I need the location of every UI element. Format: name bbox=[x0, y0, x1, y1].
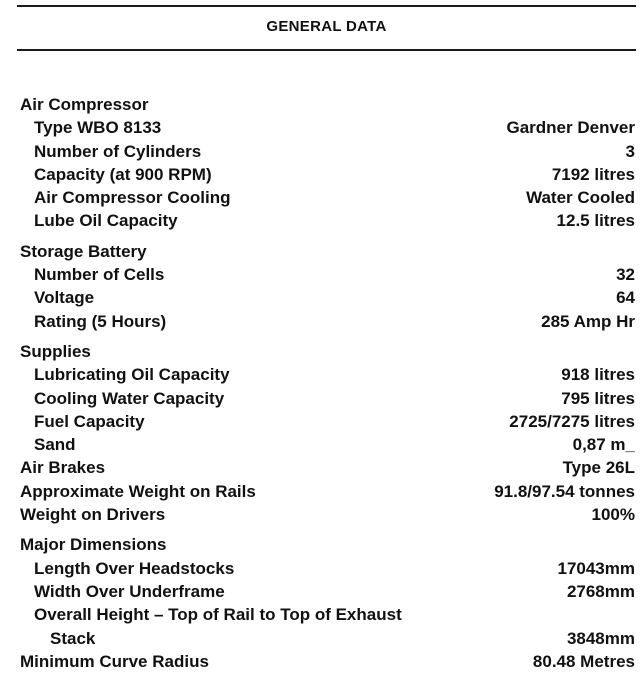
spec-label: Air Brakes bbox=[20, 458, 106, 478]
spec-value: 64 bbox=[616, 288, 635, 308]
spec-label: Weight on Drivers bbox=[20, 505, 166, 525]
section-heading-supplies: Supplies bbox=[20, 341, 91, 361]
section-heading-storage-battery: Storage Battery bbox=[20, 241, 147, 261]
spec-row bbox=[20, 186, 635, 209]
spec-row bbox=[20, 503, 635, 526]
spec-row bbox=[20, 480, 635, 503]
spec-value: 0,87 m_ bbox=[572, 435, 635, 455]
spec-value: 17043mm bbox=[557, 558, 635, 578]
spec-value: 32 bbox=[616, 265, 635, 285]
spec-row bbox=[20, 163, 635, 186]
spec-row bbox=[20, 286, 635, 309]
spec-label: Capacity (at 900 RPM) bbox=[34, 164, 212, 184]
spec-label: Fuel Capacity bbox=[34, 411, 145, 431]
spec-label: Rating (5 Hours) bbox=[34, 311, 167, 331]
spec-label: Sand bbox=[34, 435, 76, 455]
spec-row bbox=[20, 116, 635, 139]
spec-row bbox=[20, 263, 635, 286]
title-underline-rule bbox=[17, 49, 636, 51]
spec-row bbox=[20, 387, 635, 410]
spec-value: 3 bbox=[625, 141, 635, 161]
spec-row bbox=[20, 310, 635, 333]
spec-row bbox=[20, 140, 635, 163]
spec-value: 100% bbox=[591, 505, 635, 525]
spec-label: Approximate Weight on Rails bbox=[20, 481, 256, 501]
spec-value: Water Cooled bbox=[526, 188, 635, 208]
spec-value: 7192 litres bbox=[551, 164, 635, 184]
spec-value: 12.5 litres bbox=[556, 211, 635, 231]
section-gap bbox=[20, 333, 635, 340]
spec-label: Length Over Headstocks bbox=[34, 558, 235, 578]
section-gap bbox=[20, 526, 635, 533]
spec-label: Width Over Underframe bbox=[34, 581, 225, 601]
spec-label: Number of Cells bbox=[34, 265, 165, 285]
spec-label-overall-height: Overall Height – Top of Rail to Top of Exhaust bbox=[34, 605, 402, 625]
spec-label: Lube Oil Capacity bbox=[34, 211, 178, 231]
spec-label: Air Compressor Cooling bbox=[34, 188, 231, 208]
spec-label: Number of Cylinders bbox=[34, 141, 202, 161]
spec-row bbox=[20, 363, 635, 386]
spec-row bbox=[20, 410, 635, 433]
spec-label: Cooling Water Capacity bbox=[34, 388, 225, 408]
section-heading-air-compressor: Air Compressor bbox=[20, 95, 149, 114]
spec-label: Type WBO 8133 bbox=[34, 118, 162, 138]
spec-value: 918 litres bbox=[561, 365, 635, 385]
spec-label: Minimum Curve Radius bbox=[20, 651, 209, 671]
spec-row bbox=[20, 557, 635, 580]
spec-row bbox=[20, 650, 635, 673]
spec-content bbox=[20, 93, 635, 673]
section-gap bbox=[20, 233, 635, 240]
spec-row bbox=[20, 627, 635, 650]
spec-label: Voltage bbox=[34, 288, 95, 308]
spec-value: 80.48 Metres bbox=[532, 651, 635, 671]
spec-row bbox=[20, 433, 635, 456]
page-title: GENERAL DATA bbox=[266, 18, 387, 35]
spec-row bbox=[20, 580, 635, 603]
spec-value: 91.8/97.54 tonnes bbox=[494, 481, 635, 501]
spec-label: Lubricating Oil Capacity bbox=[34, 365, 230, 385]
top-rule bbox=[17, 5, 636, 7]
spec-value: 795 litres bbox=[561, 388, 635, 408]
spec-value: 2725/7275 litres bbox=[509, 411, 635, 431]
spec-value: Type 26L bbox=[562, 458, 635, 478]
spec-label: Stack bbox=[50, 628, 96, 648]
spec-value: 2768mm bbox=[566, 581, 635, 601]
spec-value: 285 Amp Hr bbox=[541, 311, 635, 331]
spec-value: 3848mm bbox=[566, 628, 635, 648]
spec-value: Gardner Denver bbox=[506, 118, 635, 138]
section-heading-major-dimensions: Major Dimensions bbox=[20, 535, 167, 555]
spec-row bbox=[20, 456, 635, 479]
spec-row bbox=[20, 209, 635, 232]
